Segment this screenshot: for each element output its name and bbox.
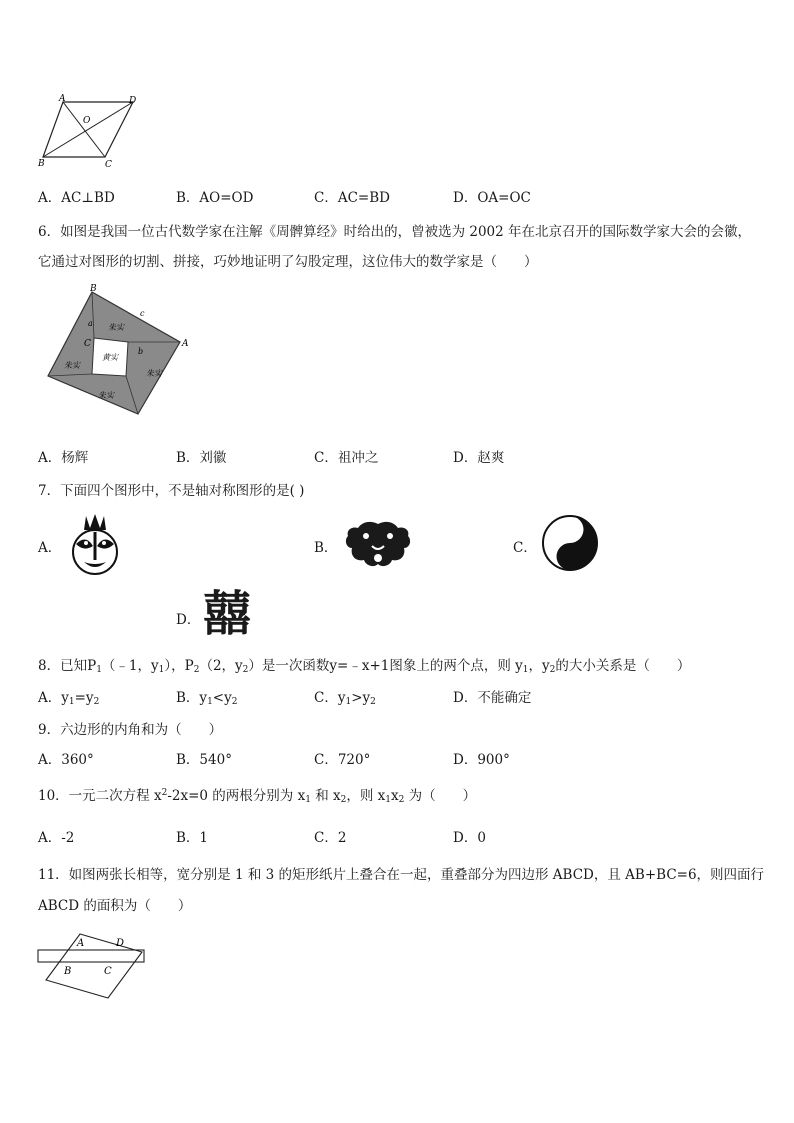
q8-text-5: ）是一次函数y=﹣x+1图象上的两个点，则 y [248,658,523,674]
q9-stem: 9．六边形的内角和为（ ） [38,722,223,738]
fig6-label-small-c: c [140,309,145,318]
parallelogram-figure [35,92,145,172]
q8-option-b: B．$y_1<y_2$ [176,690,238,707]
fig6-label-b: B [90,284,97,294]
q11-stem-line2: ABCD 的面积为（ ） [38,898,192,914]
q10-text-5: x [391,788,399,804]
fig11-label-b: B [64,966,72,977]
q5-option-d: D．OA=OC [453,190,531,206]
q7-option-c-label: C． [513,540,537,556]
q10-sup-1: 2 [161,788,168,798]
yin-yang-icon [541,514,599,572]
q10-text-6: 为（ ） [404,788,477,804]
fig6-label-c: C [84,339,91,349]
q8-stem [38,654,690,675]
q10-text-4: ，则 x [346,788,386,804]
q10-option-d: D．0 [453,830,486,846]
q7-option-a-label: A． [38,540,62,556]
q10-text-3: 和 x [310,788,341,804]
q10-stem [38,784,476,805]
fig11-label-c: C [104,966,112,977]
overlapping-rectangles-figure [34,928,154,1004]
fig5-label-d: D [129,96,137,106]
fig5-label-c: C [105,160,112,170]
q8-sub-4: 2 [242,665,249,675]
q8-sub-5: 1 [522,665,529,675]
q5-option-c: C．AC=BD [314,190,390,206]
q10-sub-2: 1 [305,795,311,805]
q9-option-b: B．540° [176,752,232,768]
q6-option-d: D．赵爽 [453,450,505,466]
q6-stem-line1: 6．如图是我国一位古代数学家在注解《周髀算经》时给出的，曾被选为 2002 年在北京召开的国际数学家大会的会徽， [38,224,752,240]
q9-option-c: C．720° [314,752,371,768]
q9-option-a: A．360° [38,752,94,768]
q10-text-1: 10．一元二次方程 x [38,788,162,804]
q11-stem-line1: 11．如图两张长相等，宽分别是 1 和 3 的矩形纸片上叠合在一起，重叠部分为四边形 ABCD，且 AB+BC=6，则四面行 [38,867,765,883]
q6-option-c: C．祖冲之 [314,450,379,466]
zhao-shuang-figure [40,280,190,420]
fig6-label-a: A [182,339,189,349]
q6-option-b: B．刘徽 [176,450,227,466]
q6-stem-line2: 它通过对图形的切割、拼接，巧妙地证明了勾股定理，这位伟大的数学家是（ ） [38,254,538,270]
q10-sub-5: 2 [398,795,405,805]
q5-option-b: B．AO=OD [176,190,254,206]
fig6-zhu-right: 朱实 [146,369,162,378]
q7-option-d-label: D． [176,612,201,628]
fig6-zhu-left: 朱实 [64,361,80,370]
q10-text-2: -2x=0 的两根分别为 x [167,788,306,804]
q10-option-b: B．1 [176,830,209,846]
q7-option-b-label: B． [314,540,338,556]
fig6-zhu-bottom: 朱实 [98,391,114,400]
q9-option-d: D．900° [453,752,510,768]
q10-option-a: A．-2 [38,830,75,846]
q8-text-3: ），P [164,658,194,674]
q10-sub-4: 1 [385,795,392,805]
fig6-huang: 黄实 [102,353,118,362]
fig5-label-o: O [83,116,91,126]
twin-dragon-icon [342,518,414,570]
fig11-label-d: D [116,938,125,949]
q10-option-c: C．2 [314,830,347,846]
q8-sub-2: 1 [158,665,165,675]
fig6-label-small-a: a [88,319,93,328]
q8-sub-6: 2 [549,665,556,675]
q8-sub-1: 1 [96,665,102,675]
q8-text-7: 的大小关系是（ ） [555,658,691,674]
double-happiness-icon: 囍 [203,586,252,642]
fig11-label-a: A [77,938,85,949]
q8-option-d: D．不能确定 [453,690,532,706]
q8-text-6: ，y [528,658,550,674]
q5-option-a: A．AC⊥BD [38,190,115,206]
fig5-label-b: B [38,159,45,169]
q8-text-2: （﹣1，y [101,658,159,674]
fig5-label-a: A [59,94,66,104]
fig6-label-small-b: b [138,347,144,356]
q8-sub-3: 2 [193,665,200,675]
q7-stem: 7．下面四个图形中，不是轴对称图形的是( ) [38,483,305,499]
fig6-zhu-top: 朱实 [108,323,124,332]
q8-option-c: C．$y_1>y_2$ [314,690,376,707]
q8-text-1: 8．已知P [38,658,97,674]
q8-option-a: A．$y_1=y_2$ [38,690,100,707]
opera-mask-icon [66,514,124,576]
q6-option-a: A．杨辉 [38,450,89,466]
q10-sub-3: 2 [340,795,347,805]
q8-text-4: （2，y [199,658,243,674]
